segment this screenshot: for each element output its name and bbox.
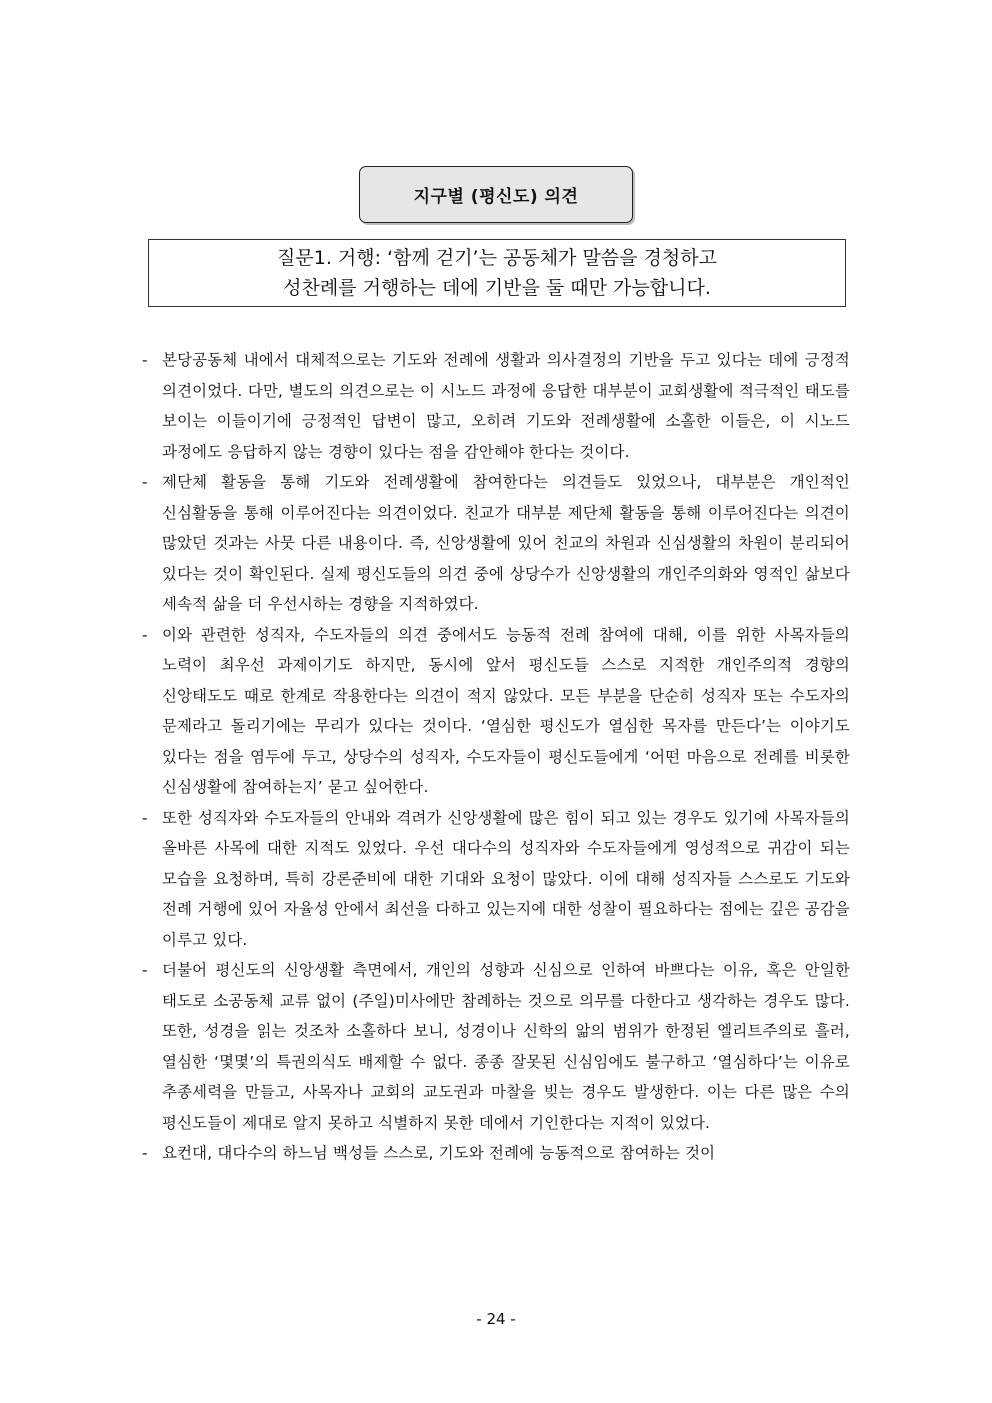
bullet-marker: - [142,961,148,979]
bullet-marker: - [142,808,148,827]
paragraph-1 [142,345,850,467]
question-line-2: 성찬례를 거행하는 데에 기반을 둘 때만 가능합니다. [283,277,711,299]
paragraph-6 [142,1138,850,1169]
question-box [148,239,846,307]
bullet-marker: - [142,625,148,644]
page-number: - 24 - [476,1310,516,1328]
bullet-marker: - [142,1144,148,1162]
paragraph-text: 또한 성직자와 수도자들의 안내와 격려가 신앙생활에 많은 힘이 되고 있는 경우도 있기에 사목자들의 올바른 사목에 대한 지적도 있었다. 우선 대다수의 성직자와 수도자들에게 영성적으로 귀감이 되는 모습을 요청하며, 특히 강론준비에 대한 기대와 요청이 많았다. 이에 대해 성직자들 스스로도 기도와 전례 거행에 있어 자율성 안에서 최선을 다하고 있는지에 대한 성찰이 필요하다는 점에는 깊은 공감을 이루고 있다. [162,808,850,949]
paragraph-5 [142,955,850,1138]
paragraph-text: 요컨대, 대다수의 하느님 백성들 스스로, 기도와 전례에 능동적으로 참여하는 것이 [162,1144,716,1162]
paragraph-text: 이와 관련한 성직자, 수도자들의 의견 중에서도 능동적 전례 참여에 대해, 이를 위한 사목자들의 노력이 최우선 과제이기도 하지만, 동시에 앞서 평신도들 스스로 지적한 개인주의적 경향의 신앙태도도 때로 한계로 작용한다는 의견이 적지 않았다. 모든 부분을 단순히 성직자 또는 수도자의 문제라고 돌리기에는 무리가 있다는 것이다. ‘열심한 평신도가 열심한 목자를 만든다’는 이야기도 있다는 점을 염두에 두고, 상당수의 성직자, 수도자들이 평신도들에게 ‘어떤 마음으로 전례를 비롯한 신심생활에 참여하는지’ 묻고 싶어한다. [162,625,850,796]
paragraph-text: 본당공동체 내에서 대체적으로는 기도와 전례에 생활과 의사결정의 기반을 두고 있다는 데에 긍정적 의견이었다. 다만, 별도의 의견으로는 이 시노드 과정에 응답한 대부분이 교회생활에 적극적인 태도를 보이는 이들이기에 긍정적인 답변이 많고, 오히려 기도와 전례생활에 소홀한 이들은, 이 시노드 과정에도 응답하지 않는 경향이 있다는 점을 감안해야 한다는 것이다. [162,351,850,461]
body-text [142,345,850,1169]
bullet-marker: - [142,473,148,491]
paragraph-text: 제단체 활동을 통해 기도와 전례생활에 참여한다는 의견들도 있었으나, 대부분은 개인적인 신심활동을 통해 이루어진다는 의견이었다. 친교가 대부분 제단체 활동을 통해 이루어진다는 의견이 많았던 것과는 사뭇 다른 내용이다. 즉, 신앙생활에 있어 친교의 차원과 신심생활의 차원이 분리되어 있다는 것이 확인된다. 실제 평신도들의 의견 중에 상당수가 신앙생활의 개인주의화와 영적인 삶보다 세속적 삶을 더 우선시하는 경향을 지적하였다. [162,473,850,613]
question-line-1: 질문1. 거행: ‘함께 걷기’는 공동체가 말씀을 경청하고 [277,247,717,269]
bullet-marker: - [142,351,148,369]
section-title: 지구별 (평신도) 의견 [359,166,633,223]
paragraph-text: 더불어 평신도의 신앙생활 측면에서, 개인의 성향과 신심으로 인하여 바쁘다는 이유, 혹은 안일한 태도로 소공동체 교류 없이 (주일)미사에만 참례하는 것으로 의무를 다한다고 생각하는 경우도 많다. 또한, 성경을 읽는 것조차 소홀하다 보니, 성경이나 신학의 앎의 범위가 한정된 엘리트주의로 흘러, 열심한 ‘몇몇’의 특권의식도 배제할 수 없다. 종종 잘못된 신심임에도 불구하고 ‘열심하다’는 이유로 추종세력을 만들고, 사목자나 교회의 교도권과 마찰을 빚는 경우도 발생한다. 이는 다른 많은 수의 평신도들이 제대로 알지 못하고 식별하지 못한 데에서 기인한다는 지적이 있었다. [162,961,850,1132]
paragraph-2 [142,467,850,620]
paragraph-3 [142,620,850,803]
paragraph-4 [142,803,850,956]
